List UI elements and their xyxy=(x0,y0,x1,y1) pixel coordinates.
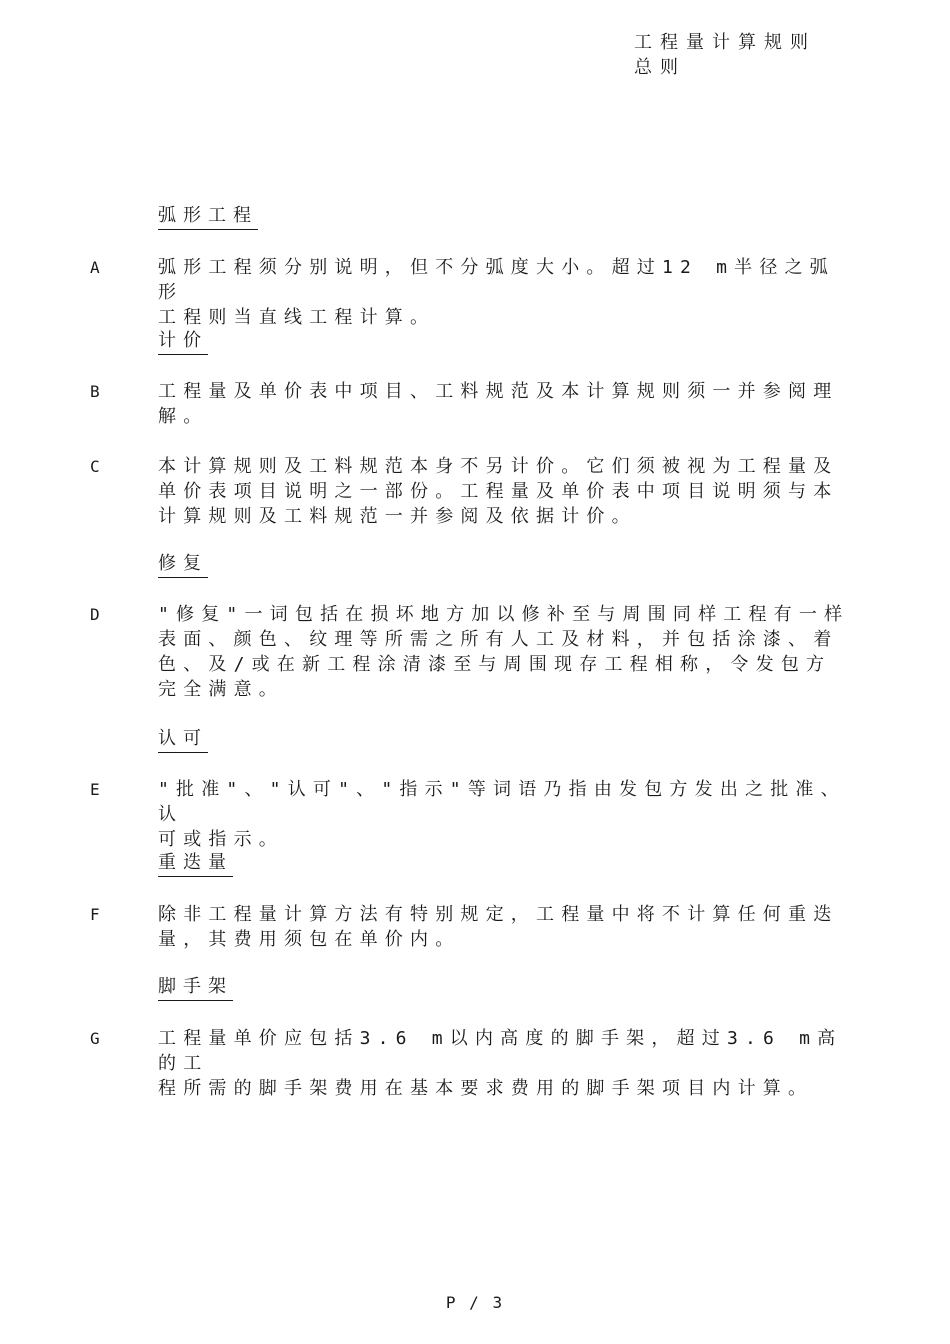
header-subtitle: 总则 xyxy=(634,57,686,78)
clause-letter: C xyxy=(90,457,100,476)
section-heading-overlap: 重迭量 xyxy=(158,851,233,877)
header-title: 工程量计算规则 xyxy=(634,32,816,53)
section-heading-scaffolding: 脚手架 xyxy=(158,975,233,1001)
clause-letter: E xyxy=(90,780,100,799)
clause-text: 弧形工程须分别说明，但不分弧度大小。超过12 m半径之弧形 工程则当直线工程计算。 xyxy=(158,257,835,328)
clause-letter: A xyxy=(90,258,100,277)
clause-letter: G xyxy=(90,1029,100,1048)
section-heading-approval: 认可 xyxy=(158,727,208,753)
clause-text: 工程量单价应包括3.6 m以内高度的脚手架，超过3.6 m高的工 程所需的脚手架费用在基本要求费用的脚手架项目内计算。 xyxy=(158,1028,843,1099)
section-heading-arc-work: 弧形工程 xyxy=(158,204,258,230)
clause-text: "批准"、"认可"、"指示"等词语乃指由发包方发出之批准、认 可或指示。 xyxy=(158,779,846,850)
section-heading-repair: 修复 xyxy=(158,552,208,578)
clause-text: 除非工程量计算方法有特别规定，工程量中将不计算任何重迭 量，其费用须包在单价内。 xyxy=(158,904,839,950)
page-number: P / 3 xyxy=(445,1293,505,1312)
clause-letter: B xyxy=(90,382,100,401)
clause-text: 工程量及单价表中项目、工料规范及本计算规则须一并参阅理 解。 xyxy=(158,381,839,427)
clause-text: 本计算规则及工料规范本身不另计价。它们须被视为工程量及 单价表项目说明之一部份。工程量及单价表中项目说明须与本 计算规则及工料规范一并参阅及依据计价。 xyxy=(158,456,839,527)
clause-letter: D xyxy=(90,605,100,624)
document-header xyxy=(634,30,816,80)
section-heading-pricing: 计价 xyxy=(158,329,208,355)
clause-letter: F xyxy=(90,905,100,924)
clause-text: "修复"一词包括在损坏地方加以修补至与周围同样工程有一样 表面、颜色、纹理等所需之所有人工及材料，并包括涂漆、着 色、及/或在新工程涂清漆至与周围现存工程相称，令发包方 完全满意。 xyxy=(158,604,850,700)
